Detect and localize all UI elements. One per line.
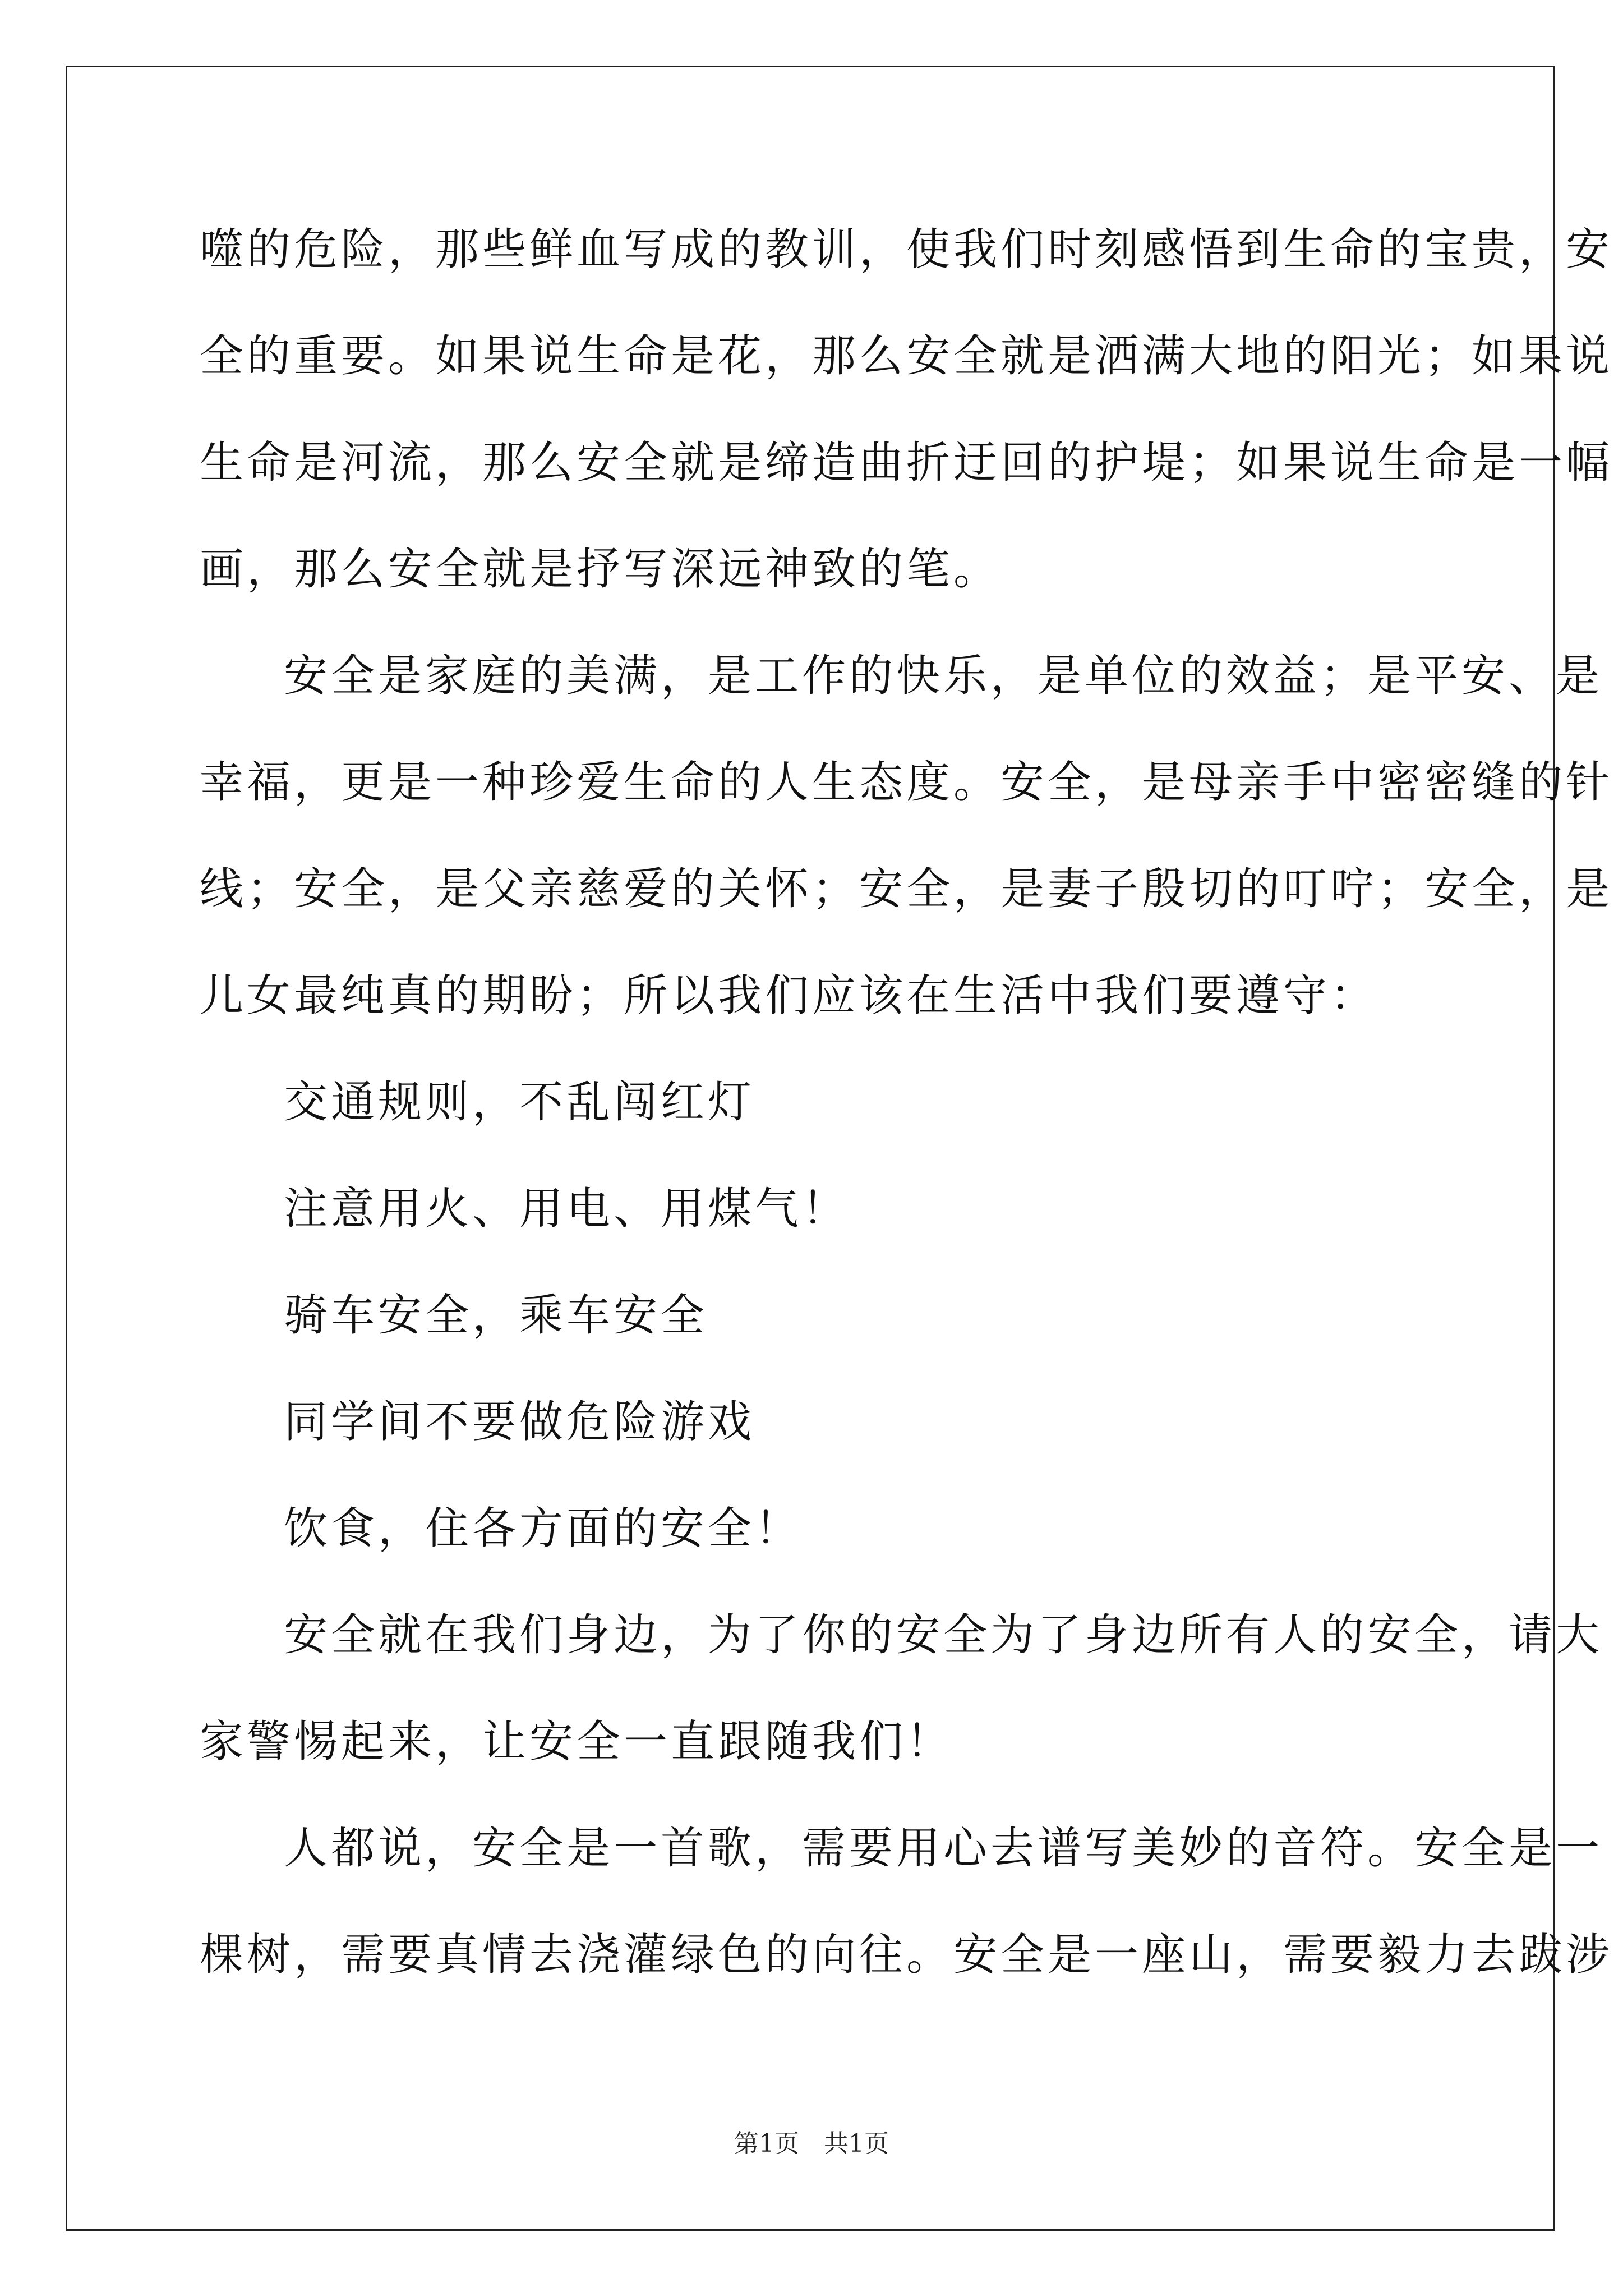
document-body bbox=[200, 219, 1613, 2031]
paragraph-line: 棵树，需要真情去浇灌绿色的向往。安全是一座山，需要毅力去跋涉 bbox=[200, 1930, 1613, 1980]
list-item: 同学间不要做危险游戏 bbox=[284, 1397, 755, 1447]
paragraph-line: 家警惕起来，让安全一直跟随我们！ bbox=[200, 1717, 954, 1767]
paragraph-line: 安全是家庭的美满，是工作的快乐，是单位的效益；是平安、是 bbox=[284, 651, 1603, 701]
paragraph-line: 噬的危险，那些鲜血写成的教训，使我们时刻感悟到生命的宝贵，安 bbox=[200, 224, 1613, 275]
paragraph-line: 全的重要。如果说生命是花，那么安全就是洒满大地的阳光；如果说 bbox=[200, 331, 1613, 381]
paragraph-line: 画，那么安全就是抒写深远神致的笔。 bbox=[200, 544, 1001, 595]
paragraph-line: 儿女最纯真的期盼；所以我们应该在生活中我们要遵守： bbox=[200, 970, 1378, 1021]
paragraph-line: 安全就在我们身边，为了你的安全为了身边所有人的安全，请大 bbox=[284, 1610, 1603, 1660]
page-number-footer: 第1页 共1页 bbox=[734, 2129, 889, 2158]
list-item: 交通规则，不乱闯红灯 bbox=[284, 1077, 755, 1128]
list-item: 骑车安全，乘车安全 bbox=[284, 1290, 708, 1341]
paragraph-line: 幸福，更是一种珍爱生命的人生态度。安全，是母亲手中密密缝的针 bbox=[200, 757, 1613, 808]
list-item: 注意用火、用电、用煤气！ bbox=[284, 1184, 850, 1234]
paragraph-line: 线；安全，是父亲慈爱的关怀；安全，是妻子殷切的叮咛；安全，是 bbox=[200, 864, 1613, 914]
list-item: 饮食，住各方面的安全！ bbox=[284, 1503, 803, 1554]
paragraph-line: 生命是河流，那么安全就是缔造曲折迂回的护堤；如果说生命是一幅 bbox=[200, 438, 1613, 488]
paragraph-line: 人都说，安全是一首歌，需要用心去谱写美妙的音符。安全是一 bbox=[284, 1823, 1603, 1874]
